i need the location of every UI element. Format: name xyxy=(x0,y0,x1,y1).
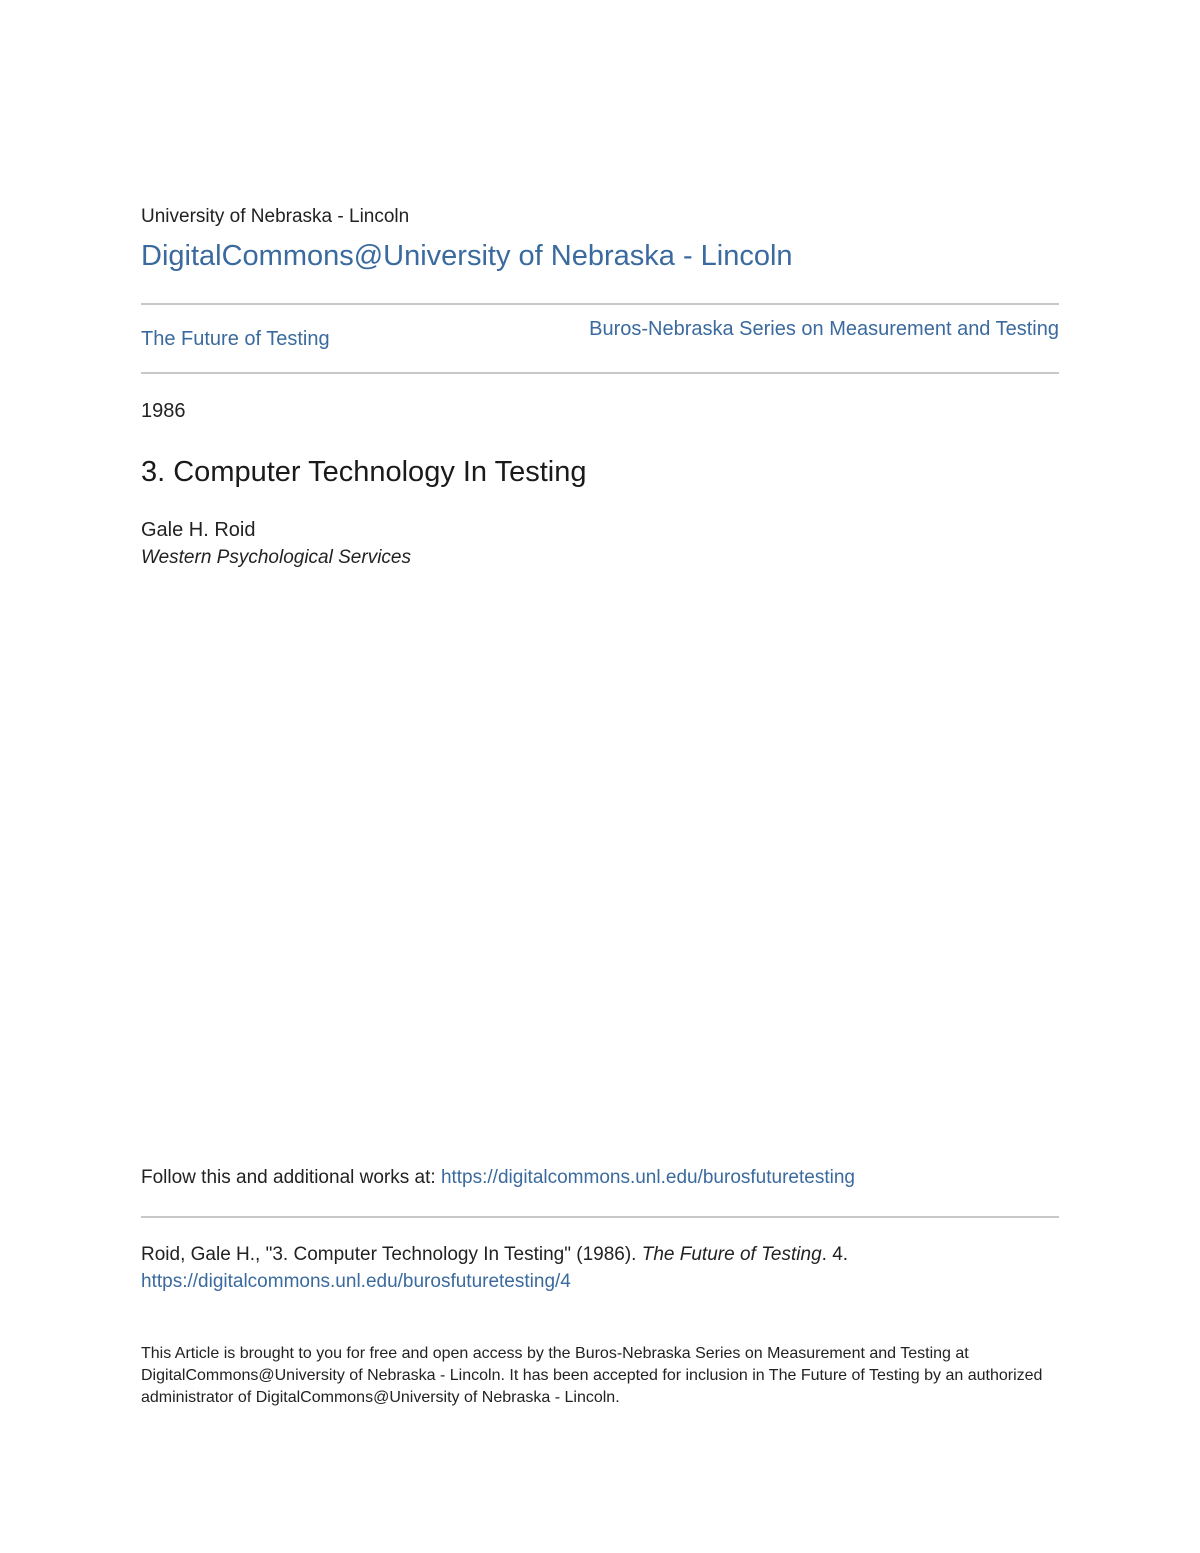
author-affiliation: Western Psychological Services xyxy=(141,547,411,568)
author-name: Gale H. Roid xyxy=(141,519,256,541)
institution-name: University of Nebraska - Lincoln xyxy=(141,206,410,227)
collection-link[interactable]: The Future of Testing xyxy=(141,328,330,350)
publication-year: 1986 xyxy=(141,400,186,422)
follow-url-link[interactable]: https://digitalcommons.unl.edu/burosfuturetesting xyxy=(440,1167,855,1188)
citation-source: The Future of Testing xyxy=(641,1244,822,1265)
footer-divider xyxy=(141,1216,1059,1218)
collection-divider xyxy=(141,372,1059,374)
citation-prefix: Roid, Gale H., "3. Computer Technology In Testing" (1986). xyxy=(141,1244,637,1265)
repository-link[interactable]: DigitalCommons@University of Nebraska - Lincoln xyxy=(141,240,793,272)
access-note: This Article is brought to you for free and open access by the Buros-Nebraska Series on Measurement and Testing at DigitalCommons@University of Nebraska - Lincoln. It has been accepted for inclusion in The Future of Testing by an authorized administrator of DigitalCommons@University of Nebraska - Lincoln. xyxy=(141,1345,1043,1406)
follow-line xyxy=(141,1167,855,1189)
citation-url-link[interactable]: https://digitalcommons.unl.edu/burosfuturetesting/4 xyxy=(141,1271,571,1292)
follow-label: Follow this and additional works at: xyxy=(141,1167,436,1188)
citation-suffix: . 4. xyxy=(821,1244,849,1265)
header-divider xyxy=(141,303,1059,305)
article-title: 3. Computer Technology In Testing xyxy=(141,456,587,488)
series-link[interactable]: Buros-Nebraska Series on Measurement and Testing xyxy=(589,318,1059,340)
citation-block xyxy=(141,1241,1059,1295)
